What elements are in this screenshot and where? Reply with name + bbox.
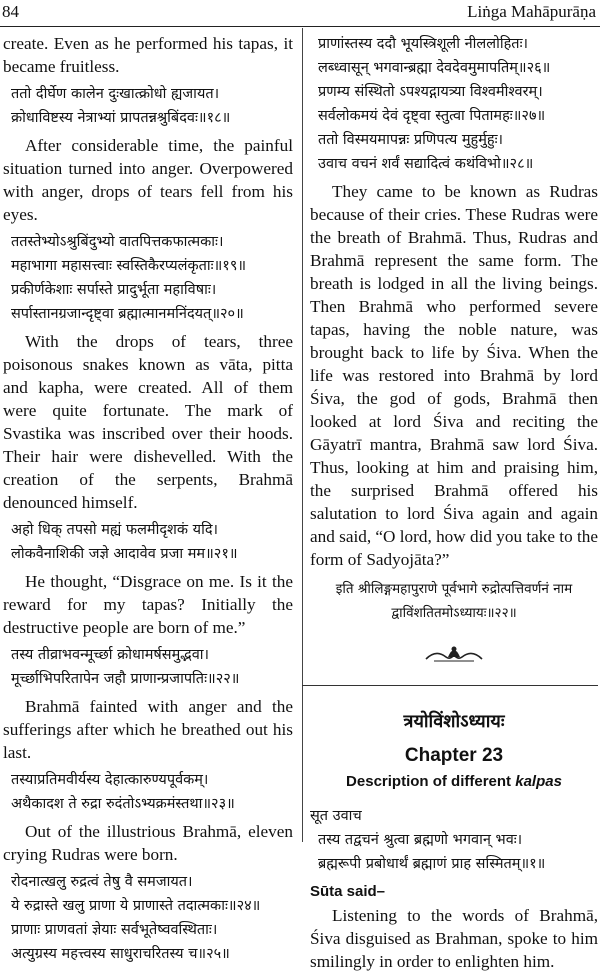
chapter-title (310, 770, 598, 794)
paragraph-3: With the drops of tears, three poisonous snakes known as vāta, pitta and kapha, were created. All of them were quite fortunate. The mark of Svastika was inscribed over their hoods. Their hair were dishevelled. With the creation of the serpents, Brahmā denounced himself. (3, 332, 293, 512)
paragraph-1: create. Even as he performed his tapas, it became fruitless. (3, 34, 293, 76)
running-title: Liṅga Mahāpurāṇa (467, 2, 596, 21)
verse-line: तस्याप्रतिमवीर्यस्य देहात्कारुण्यपूर्वकम्। (11, 772, 209, 788)
speaker-sanskrit: सूत उवाच (310, 808, 362, 824)
verse-line: महाभागा महासत्त्वाः स्वस्तिकैरप्यलंकृताः॥१९॥ (11, 258, 247, 274)
page-header (0, 0, 600, 27)
paragraph-2: After considerable time, the painful situation turned into anger. Overpowered with anger, drops of tears fell from his eyes. (3, 136, 293, 224)
verse-line: प्रकीर्णकेशाः सर्पास्ते प्रादुर्भूता महाविषाः। (11, 282, 217, 298)
verse-line: ततस्तेभ्योऽश्रुबिंदुभ्यो वातपित्तकफात्मकाः। (11, 234, 224, 250)
right-column (310, 32, 598, 973)
chapter-heading-sanskrit: त्रयोविंशोऽध्यायः (403, 711, 505, 732)
verse-22 (3, 643, 293, 691)
verse-21 (3, 518, 293, 566)
chapter-title-italic: kalpas (515, 773, 562, 790)
paragraph-7: They came to be known as Rudras because of their cries. These Rudras were the breath of Brahmā. Thus, Rudras and Brahmā represent the same form. The breath is lodged in all the living beings. Then Brahmā who performed severe tapas, having the noble nature, was brought back to life by Śiva. When the life was restored into Brahmā by lord Śiva, the god of gods, Brahmā then looked at lord Śiva and reciting the Gāyatrī mantra, Brahmā saw lord Śiva. Thus, looking at him and praising him, the surprised Brahmā offered his salutation to lord Śiva again and again and said, “O lord, how did you take to the form of Sadyojāta?” (310, 182, 598, 569)
verse-line: ततो दीर्घेण कालेन दुःखात्क्रोधो ह्यजायत। (11, 86, 220, 102)
left-column (3, 32, 293, 966)
verse-1 (310, 828, 598, 876)
verse-line: सर्पास्तानग्रजान्दृष्ट्वा ब्रह्मात्मानमनिंदयत्॥२०॥ (11, 306, 244, 322)
verse-line: ततो विस्मयमापन्नः प्रणिपत्य मुहुर्मुहुः। (318, 132, 504, 148)
verse-24-25 (3, 870, 293, 966)
paragraph-8: Listening to the words of Brahmā, Śiva disguised as Brahman, spoke to him smilingly in order to enlighten him. (310, 906, 598, 971)
verse-line: प्राणांस्तस्य ददौ भूयस्त्रिशूली नीललोहितः। (318, 36, 528, 52)
verse-line: लोकवैनाशिकी जज्ञे आदावेव प्रजा मम॥२१॥ (11, 546, 238, 562)
verse-25-28 (310, 32, 598, 176)
verse-line: मूर्च्छाभिपरितापेन जहौ प्राणान्प्रजापतिः॥२२॥ (11, 671, 240, 687)
verse-line: क्रोधाविष्टस्य नेत्राभ्यां प्रापतन्नश्रुबिंदवः॥१८॥ (11, 110, 231, 126)
chapter-title-text: Description of different (346, 773, 516, 790)
verse-line: रोदनात्खलु रुद्रत्वं तेषु वै समजायत। (11, 874, 193, 890)
column-divider (302, 28, 303, 842)
verse-line: लब्ध्वासून् भगवान्ब्रह्मा देवदेवमुमापतिम्॥२६॥ (318, 60, 551, 76)
page-number: 84 (2, 2, 19, 21)
chapter-colophon (310, 577, 598, 625)
verse-line: तस्य तीव्राभवन्मूर्च्छा क्रोधामर्षसमुद्भवा। (11, 647, 210, 663)
verse-line: अत्युग्रस्य महत्त्वस्य साधुराचरितस्य च॥२५॥ (11, 946, 230, 962)
verse-line: ये रुद्रास्ते खलु प्राणा ये प्राणास्ते तदात्मकाः॥२४॥ (11, 898, 261, 914)
verse-23 (3, 768, 293, 816)
verse-18 (3, 82, 293, 130)
speaker-english: Sūta said– (310, 883, 386, 900)
verse-line: अहो धिक् तपसो मह्यं फलमीदृशकं यदि। (11, 522, 219, 538)
section-divider (302, 685, 598, 686)
paragraph-5: Brahmā fainted with anger and the sufferings after which he breathed out his last. (3, 697, 293, 762)
paragraph-6: Out of the illustrious Brahmā, eleven crying Rudras were born. (3, 822, 293, 864)
verse-line: अथैकादश ते रुद्रा रुदंतोऽभ्यक्रमंस्तथा॥२३॥ (11, 796, 235, 812)
lotus-flourish-icon (310, 643, 598, 667)
colophon-line: इति श्रीलिङ्गमहापुराणे पूर्वभागे रुद्रोत्पत्तिवर्णनं नाम (335, 581, 573, 597)
verse-line: सर्वलोकमयं देवं दृष्ट्वा स्तुत्वा पितामहः॥२७॥ (318, 108, 546, 124)
verse-line: ब्रह्मरूपी प्रबोधार्थं ब्रह्माणं प्राह सस्मितम्॥१॥ (318, 856, 546, 872)
verse-line: प्रणम्य संस्थितो ऽपश्यद्गायत्र्या विश्वमीश्वरम्। (318, 84, 543, 100)
verse-line: तस्य तद्वचनं श्रुत्वा ब्रह्मणो भगवान् भवः। (318, 832, 523, 848)
verse-19-20 (3, 230, 293, 326)
verse-line: उवाच वचनं शर्वं सद्यादित्वं कथंविभो॥२८॥ (318, 156, 534, 172)
chapter-number: Chapter 23 (404, 745, 504, 766)
paragraph-4: He thought, “Disgrace on me. Is it the reward for my tapas? Initially the destructive people are born of me.” (3, 572, 293, 637)
verse-line: प्राणाः प्राणवतां ज्ञेयाः सर्वभूतेष्ववस्थिताः। (11, 922, 218, 938)
colophon-line: द्वाविंशतितमोऽध्यायः॥२२॥ (391, 605, 517, 621)
